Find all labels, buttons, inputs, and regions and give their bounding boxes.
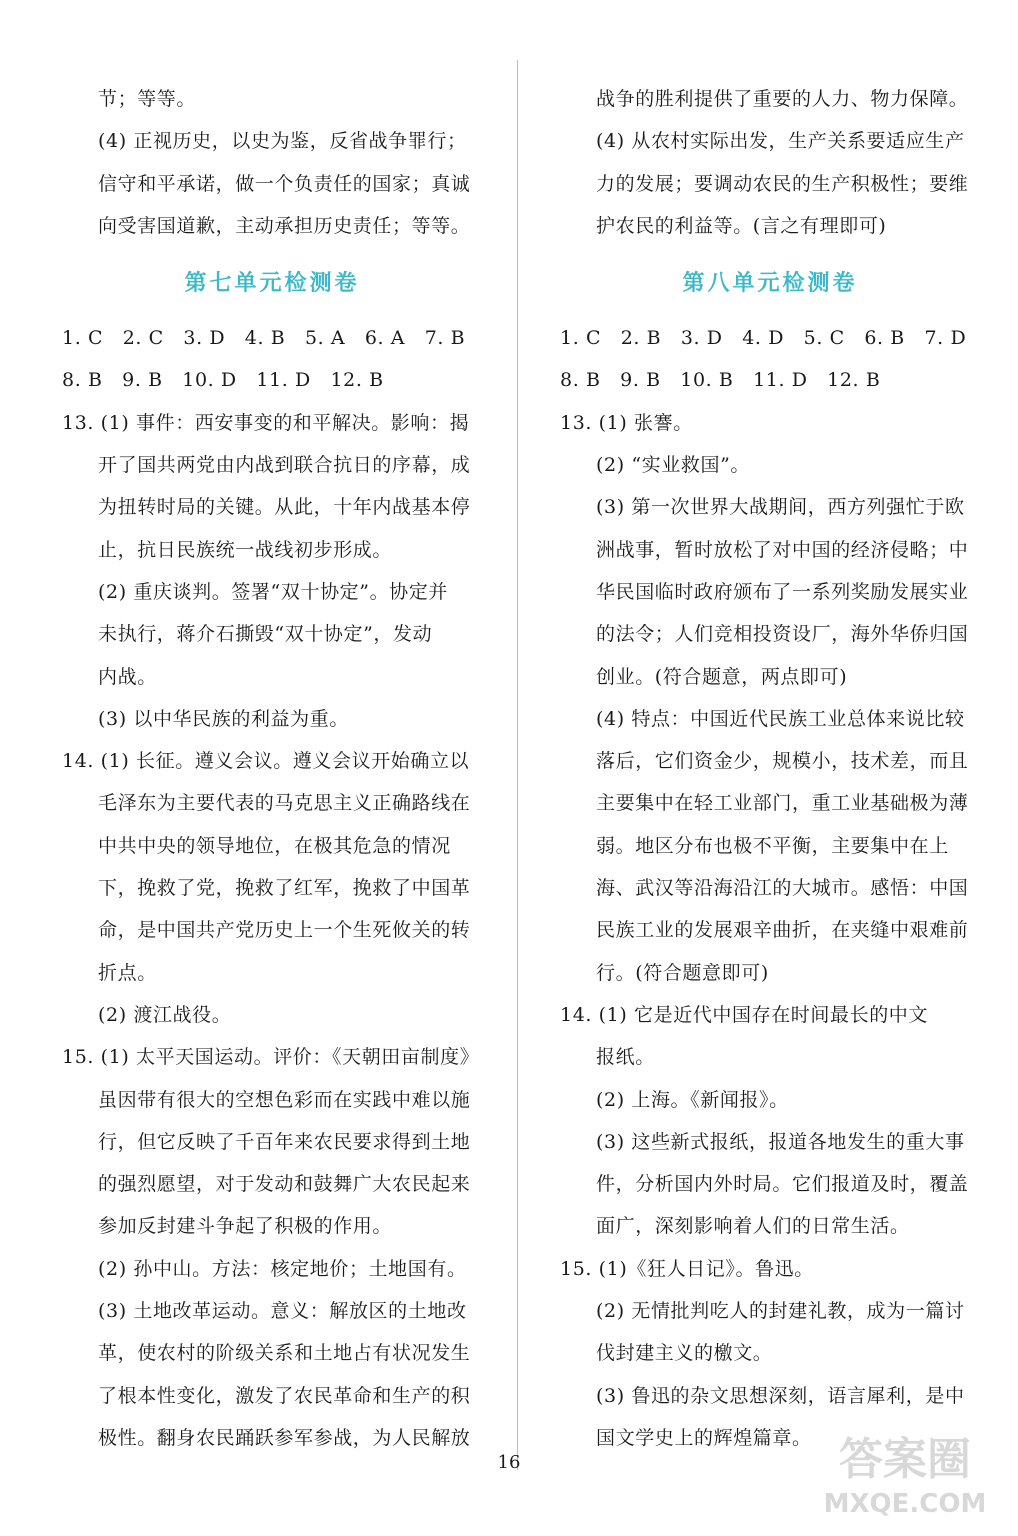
text-line: 折点。 (98, 961, 157, 984)
text-line: 止，抗日民族统一战线初步形成。 (98, 538, 393, 561)
text-line: 行，但它反映了千百年来农民要求得到土地 (98, 1130, 471, 1153)
right-pre-block (560, 78, 980, 247)
text-line: (4) 正视历史，以史为鉴，反省战争罪行； (98, 130, 467, 153)
text-line: (2) 渡江战役。 (98, 1003, 232, 1026)
text-line: 的强烈愿望，对于发动和鼓舞广大农民起来 (98, 1173, 471, 1196)
text-line: 未执行，蒋介石撕毁“双十协定”，发动 (98, 623, 433, 646)
left-column (62, 78, 482, 1459)
text-line: 1. C 2. B 3. D 4. D 5. C 6. B 7. D (560, 327, 967, 350)
text-line: 极性。翻身农民踊跃参军参战，为人民解放 (98, 1426, 471, 1449)
watermark-line2: MXQE.COM (823, 1489, 987, 1519)
text-line: (3) 第一次世界大战期间，西方列强忙于欧 (596, 496, 965, 519)
text-line: (3) 土地改革运动。意义：解放区的土地改 (98, 1300, 467, 1323)
text-line: 8. B 9. B 10. D 11. D 12. B (62, 369, 384, 392)
text-line: (2) 上海。《新闻报》。 (596, 1088, 789, 1111)
page-number: 16 (497, 1452, 521, 1473)
text-line: 民族工业的发展艰辛曲折，在夹缝中艰难前 (596, 919, 969, 942)
text-line: 行。(符合题意即可) (596, 961, 769, 984)
text-line: 的法令；人们竞相投资设厂，海外华侨归国 (596, 623, 969, 646)
text-line: 报纸。 (596, 1046, 655, 1069)
text-line: 伐封建主义的檄文。 (596, 1342, 773, 1365)
text-line: 中共中央的领导地位，在极其危急的情况 (98, 834, 451, 857)
text-line: (4) 特点：中国近代民族工业总体来说比较 (596, 707, 965, 730)
text-line: 虽因带有很大的空想色彩而在实践中难以施 (98, 1088, 471, 1111)
text-line: 面广，深刻影响着人们的日常生活。 (596, 1215, 910, 1238)
text-line: 命，是中国共产党历史上一个生死攸关的转 (98, 919, 471, 942)
text-line: 护农民的利益等。(言之有理即可) (596, 214, 887, 237)
watermark-line1: 答案圈 (839, 1434, 971, 1485)
text-line: 件，分析国内外时局。它们报道及时，覆盖 (596, 1173, 969, 1196)
text-line: 弱。地区分布也极不平衡，主要集中在上 (596, 834, 949, 857)
text-line: 洲战事，暂时放松了对中国的经济侵略；中 (596, 538, 969, 561)
text-line: 8. B 9. B 10. B 11. D 12. B (560, 369, 881, 392)
left-pre-block (62, 78, 482, 247)
text-line: (2) 重庆谈判。签署“双十协定”。协定并 (98, 580, 448, 603)
text-line: (3) 鲁迅的杂文思想深刻，语言犀利，是中 (596, 1384, 965, 1407)
left-answers-block (62, 317, 482, 1459)
text-line: 15. (1)《狂人日记》。鲁迅。 (560, 1257, 814, 1280)
text-line: 国文学史上的辉煌篇章。 (596, 1426, 812, 1449)
text-line: 毛泽东为主要代表的马克思主义正确路线在 (98, 792, 471, 815)
text-line: 节；等等。 (98, 88, 197, 110)
text-line: 革，使农村的阶级关系和土地占有状况发生 (98, 1342, 471, 1365)
text-line: 14. (1) 它是近代中国存在时间最长的中文 (560, 1003, 929, 1026)
text-line: 海、武汉等沿海沿江的大城市。感悟：中国 (596, 877, 969, 900)
text-line: 华民国临时政府颁布了一系列奖励发展实业 (596, 580, 969, 603)
text-line: (4) 从农村实际出发，生产关系要适应生产 (596, 130, 965, 153)
text-line: 战争的胜利提供了重要的人力、物力保障。 (596, 88, 969, 110)
right-answers-block (560, 317, 980, 1459)
unit-eight-title: 第八单元检测卷 (682, 270, 858, 297)
text-line: (2) “实业救国”。 (596, 454, 750, 477)
text-line: 开了国共两党由内战到联合抗日的序幕，成 (98, 454, 471, 477)
text-line: 为扭转时局的关键。从此，十年内战基本停 (98, 496, 471, 519)
unit-seven-title: 第七单元检测卷 (184, 270, 360, 297)
text-line: 参加反封建斗争起了积极的作用。 (98, 1215, 393, 1238)
watermark-logo (810, 1422, 1000, 1522)
text-line: 13. (1) 事件：西安事变的和平解决。影响：揭 (62, 411, 470, 434)
text-line: (2) 孙中山。方法：核定地价；土地国有。 (98, 1257, 467, 1280)
column-divider (517, 60, 518, 1470)
text-line: 创业。(符合题意，两点即可) (596, 665, 848, 688)
text-line: 下，挽救了党，挽救了红军，挽救了中国革 (98, 877, 471, 900)
text-line: 向受害国道歉，主动承担历史责任；等等。 (98, 214, 471, 237)
text-line: 14. (1) 长征。遵义会议。遵义会议开始确立以 (62, 750, 470, 773)
text-line: (2) 无情批判吃人的封建礼教，成为一篇讨 (596, 1300, 965, 1323)
text-line: 13. (1) 张謇。 (560, 411, 693, 434)
text-line: 内战。 (98, 665, 157, 688)
text-line: 信守和平承诺，做一个负责任的国家；真诚 (98, 172, 471, 195)
text-line: 主要集中在轻工业部门，重工业基础极为薄 (596, 792, 969, 815)
text-line: (3) 这些新式报纸，报道各地发生的重大事 (596, 1130, 965, 1153)
text-line: 15. (1) 太平天国运动。评价：《天朝田亩制度》 (62, 1046, 480, 1069)
text-line: (3) 以中华民族的利益为重。 (98, 707, 349, 730)
text-line: 力的发展；要调动农民的生产积极性；要维 (596, 172, 969, 195)
right-column (560, 78, 980, 1459)
text-line: 落后，它们资金少，规模小，技术差，而且 (596, 750, 969, 773)
text-line: 了根本性变化，激发了农民革命和生产的积 (98, 1384, 471, 1407)
text-line: 1. C 2. C 3. D 4. B 5. A 6. A 7. B (62, 327, 466, 350)
